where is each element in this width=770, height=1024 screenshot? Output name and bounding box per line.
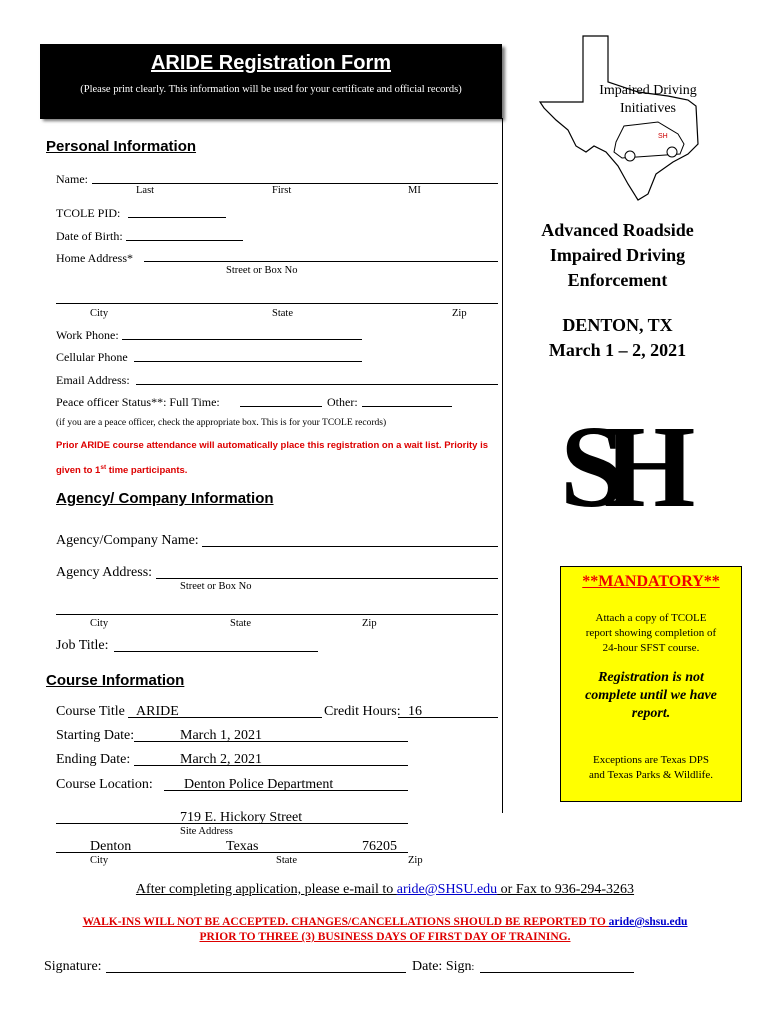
end-date-label: Ending Date:	[56, 752, 131, 767]
form-title: ARIDE Registration Form	[150, 52, 392, 74]
agency-name-label: Agency/Company Name:	[56, 533, 199, 548]
impaired-driving-initiatives-logo	[538, 34, 713, 204]
walkins-notice	[0, 915, 770, 945]
last-caption: Last	[136, 185, 155, 196]
logo-line-1: Impaired Driving	[599, 83, 697, 98]
prior-note-sup: st	[100, 464, 107, 471]
form-subtitle: (Please print clearly. This information will be used for your certificate and official records)	[80, 84, 462, 95]
texas-map-icon	[538, 34, 713, 204]
submit-email-link[interactable]: aride@SHSU.edu	[396, 882, 498, 897]
email-label: Email Address:	[56, 373, 130, 387]
other-field[interactable]	[362, 406, 452, 407]
walkins-line-2: PRIOR TO THREE (3) BUSINESS DAYS OF FIRST DAY OF TRAINING.	[199, 931, 571, 943]
agency-info-heading: Agency/ Company Information	[56, 490, 274, 507]
form-header	[40, 44, 502, 118]
tcole-label: TCOLE PID:	[56, 206, 121, 220]
agency-name-field[interactable]	[202, 546, 498, 547]
home-city-state-zip-field[interactable]	[56, 303, 498, 304]
attach-line-1: Attach a copy of TCOLE	[595, 612, 707, 624]
banner-location: DENTON, TX	[562, 315, 673, 335]
mandatory-exceptions	[571, 753, 731, 783]
cell-phone-field[interactable]	[134, 361, 362, 362]
site-zip-value: 76205	[362, 839, 397, 854]
shsu-logo	[560, 392, 700, 542]
logo-line-2: Initiatives	[620, 101, 676, 116]
site-address-caption: Site Address	[180, 826, 233, 837]
mandatory-registration-note	[571, 669, 731, 723]
signature-label: Signature:	[44, 959, 102, 974]
full-time-field[interactable]	[240, 406, 322, 407]
prior-attendance-note-1: Prior ARIDE course attendance will automatically place this registration on a wait list. Priority is	[56, 440, 489, 451]
home-city-caption: City	[90, 308, 109, 319]
note-line-3: report.	[631, 706, 671, 721]
start-date-field[interactable]	[134, 741, 408, 742]
shsu-logo-letters: SH	[560, 401, 674, 532]
work-phone-field[interactable]	[122, 339, 362, 340]
home-street-field[interactable]	[144, 261, 498, 262]
walkins-line-1	[0, 915, 770, 930]
note-line-1: Registration is not	[598, 670, 704, 685]
site-address-value: 719 E. Hickory Street	[180, 810, 303, 825]
course-name-line-1: Advanced Roadside	[541, 220, 694, 240]
name-label: Name:	[56, 172, 88, 186]
course-location-dates	[515, 313, 720, 363]
car-icon	[614, 122, 684, 161]
job-title-label: Job Title:	[56, 638, 109, 653]
date-sign-colon: :	[471, 962, 475, 973]
agency-street-caption: Street or Box No	[180, 581, 252, 592]
name-field[interactable]	[92, 183, 498, 184]
course-location-label: Course Location:	[56, 777, 153, 792]
walkins-text-a: WALK-INS WILL NOT BE ACCEPTED. CHANGES/CANCELLATIONS SHOULD BE REPORTED TO	[82, 916, 609, 928]
end-date-value: March 2, 2021	[180, 752, 263, 767]
banner-dates: March 1 – 2, 2021	[548, 340, 687, 360]
attach-line-3: 24-hour SFST course.	[602, 642, 700, 654]
course-title-value: ARIDE	[136, 704, 179, 719]
other-label: Other:	[327, 395, 358, 409]
site-state-caption: State	[276, 855, 297, 866]
personal-info-heading: Personal Information	[46, 138, 197, 155]
submit-text-a: After completing application, please e-mail to	[135, 882, 397, 897]
exceptions-line-2: and Texas Parks & Wildlife.	[589, 769, 713, 781]
site-city-value: Denton	[90, 839, 132, 854]
date-sign-field[interactable]	[480, 972, 634, 973]
agency-zip-caption: Zip	[362, 618, 377, 629]
prior-note-text-b: time participants.	[106, 465, 188, 477]
course-info-heading: Course Information	[46, 672, 185, 689]
agency-address-label: Agency Address:	[56, 565, 153, 580]
home-address-label: Home Address*	[56, 251, 133, 265]
email-field[interactable]	[136, 384, 498, 385]
mandatory-title: **MANDATORY**	[582, 573, 720, 590]
site-state-value: Texas	[226, 839, 259, 854]
prior-note-text-a: given to 1	[56, 465, 101, 477]
mandatory-notice	[560, 566, 742, 802]
start-date-label: Starting Date:	[56, 728, 135, 743]
credit-hours-label: Credit Hours:	[324, 704, 401, 719]
course-name-line-2: Impaired Driving	[549, 245, 686, 265]
header-divider	[40, 118, 503, 119]
home-zip-caption: Zip	[452, 308, 467, 319]
site-zip-caption: Zip	[408, 855, 423, 866]
job-title-field[interactable]	[114, 651, 318, 652]
dob-label: Date of Birth:	[56, 229, 123, 243]
svg-text:SH: SH	[658, 133, 668, 140]
site-city-caption: City	[90, 855, 109, 866]
peace-officer-note: (if you are a peace officer, check the appropriate box. This is for your TCOLE records)	[56, 418, 387, 428]
date-sign-text: Date: Sign	[412, 959, 472, 974]
first-caption: First	[272, 185, 292, 196]
prior-attendance-note-2	[56, 464, 187, 476]
attach-line-2: report showing completion of	[585, 627, 717, 639]
agency-city-caption: City	[90, 618, 109, 629]
cell-phone-label: Cellular Phone	[56, 350, 128, 364]
course-location-value: Denton Police Department	[184, 777, 334, 792]
date-sign-label	[412, 959, 474, 975]
tcole-field[interactable]	[128, 217, 226, 218]
mandatory-attach-note	[571, 611, 731, 656]
course-name	[515, 218, 720, 293]
end-date-field[interactable]	[134, 765, 408, 766]
start-date-value: March 1, 2021	[180, 728, 263, 743]
submit-text-b: or Fax to 936-294-3263	[497, 882, 635, 897]
course-name-line-3: Enforcement	[567, 270, 668, 290]
column-divider	[502, 118, 503, 813]
agency-city-state-zip-field[interactable]	[56, 614, 498, 615]
course-title-label: Course Title	[56, 704, 125, 719]
dob-field[interactable]	[126, 240, 243, 241]
work-phone-label: Work Phone:	[56, 328, 119, 342]
home-state-caption: State	[272, 308, 293, 319]
agency-state-caption: State	[230, 618, 251, 629]
exceptions-line-1: Exceptions are Texas DPS	[592, 754, 710, 766]
agency-street-field[interactable]	[156, 578, 498, 579]
submission-instructions	[0, 882, 770, 898]
home-street-caption: Street or Box No	[226, 265, 298, 276]
note-line-2: complete until we have	[585, 688, 717, 703]
credit-hours-value: 16	[408, 704, 422, 719]
peace-officer-label: Peace officer Status**: Full Time:	[56, 395, 220, 409]
walkins-email-link[interactable]: aride@shsu.edu	[608, 916, 688, 928]
signature-field[interactable]	[106, 972, 406, 973]
mi-caption: MI	[408, 185, 421, 196]
